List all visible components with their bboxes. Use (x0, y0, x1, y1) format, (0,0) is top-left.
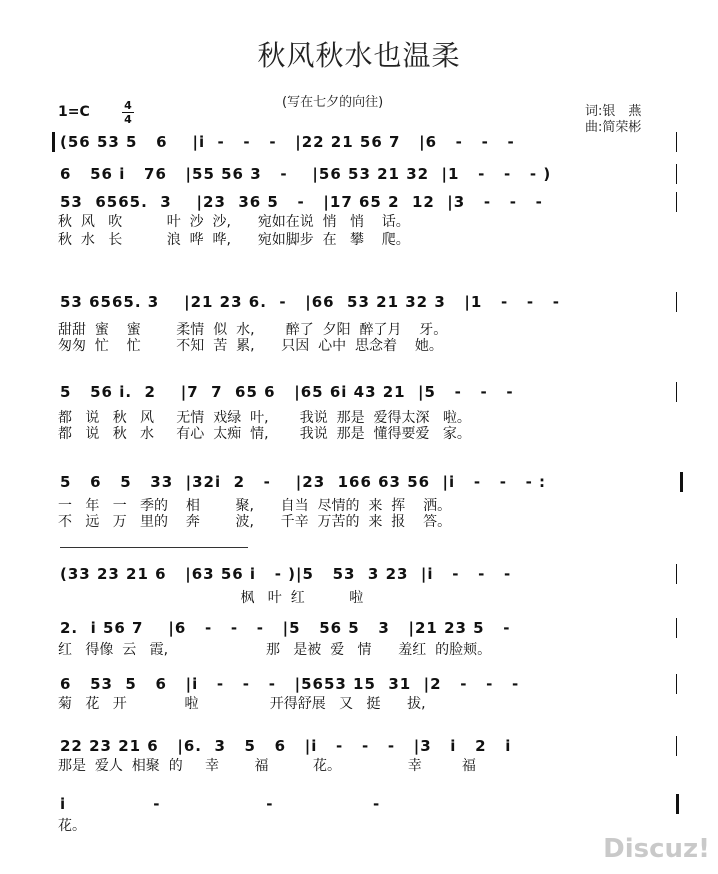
song-title: 秋风秋水也温柔 (257, 39, 461, 72)
key-signature: 1=C (58, 104, 90, 120)
lyric-verse-1: 甜甜 蜜 蜜 柔情 似 水, 醉了 夕阳 醉了月 牙。 (58, 322, 448, 338)
system-notes: 22 23 21 6 |6. 3 5 6 |i - - - |3 i 2 i (60, 737, 512, 755)
meter-bottom: 4 (124, 113, 132, 126)
barline (676, 192, 677, 212)
barline (676, 164, 677, 184)
lyric-verse-2: 都 说 秋 水 有心 太痴 情, 我说 那是 懂得要爱 家。 (58, 426, 471, 442)
barline (676, 618, 677, 638)
barline (676, 132, 677, 152)
lyric-verse-2: 秋 水 长 浪 哗 哗, 宛如脚步 在 攀 爬。 (58, 232, 410, 248)
system-notes: 5 6 5 33 |32i 2 - |23 166 63 56 |i - - - : (60, 473, 547, 491)
meter-top: 4 (124, 99, 132, 112)
lyric-verse-2: 匆匆 忙 忙 不知 苦 累, 只因 心中 思念着 她。 (58, 338, 443, 354)
system-notes: 53 6565. 3 |23 36 5 - |17 65 2 12 |3 - - - (60, 193, 543, 211)
lyric-verse-2: 不 远 万 里的 奔 波, 千辛 万苦的 来 报 答。 (58, 514, 452, 530)
system-notes: 6 56 i 76 |55 56 3 - |56 53 21 32 |1 - - - ) (60, 165, 552, 183)
barline (676, 736, 677, 756)
barline (676, 564, 677, 584)
lyric-verse-1: 红 得像 云 霞, 那 是被 爱 情 羞红 的脸颊。 (58, 642, 492, 658)
system-notes: (56 53 5 6 |i - - - |22 21 56 7 |6 - - - (60, 133, 515, 151)
repeat-barline (680, 472, 683, 492)
lyric-verse-1: 都 说 秋 风 无情 戏绿 叶, 我说 那是 爱得太深 啦。 (58, 410, 471, 426)
system-notes: i - - - (60, 795, 381, 813)
lyric-verse-1: 花。 (58, 818, 86, 834)
lyric-verse-1: 枫 叶 红 啦 (58, 590, 364, 606)
lyric-verse-1: 那是 爱人 相聚 的 幸 福 花。 幸 福 (58, 758, 476, 774)
lyric-verse-1: 菊 花 开 啦 开得舒展 又 挺 拔, (58, 696, 426, 712)
system-notes: 5 56 i. 2 |7 7 65 6 |65 6i 43 21 |5 - - - (60, 383, 514, 401)
lyric-verse-1: 一 年 一 季的 相 聚, 自当 尽情的 来 挥 洒。 (58, 498, 452, 514)
barline (676, 382, 677, 402)
time-signature (121, 99, 135, 126)
start-barline (52, 132, 55, 152)
bracket-line (60, 547, 248, 548)
system-notes: 2. i 56 7 |6 - - - |5 56 5 3 |21 23 5 - (60, 619, 511, 637)
lyricist-credit: 词:银 燕 (585, 104, 642, 119)
barline (676, 674, 677, 694)
final-barline (676, 794, 679, 814)
system-notes: (33 23 21 6 |63 56 i - )|5 53 3 23 |i - - - (60, 565, 512, 583)
lyric-verse-1: 秋 风 吹 叶 沙 沙, 宛如在说 悄 悄 话。 (58, 214, 410, 230)
composer-credit: 曲:简荣彬 (585, 120, 642, 135)
song-subtitle: (写在七夕的向往) (282, 95, 384, 110)
system-notes: 6 53 5 6 |i - - - |5653 15 31 |2 - - - (60, 675, 520, 693)
system-notes: 53 6565. 3 |21 23 6. - |66 53 21 32 3 |1 - - - (60, 293, 561, 311)
barline (676, 292, 677, 312)
watermark-logo: Discuz! (603, 834, 710, 864)
